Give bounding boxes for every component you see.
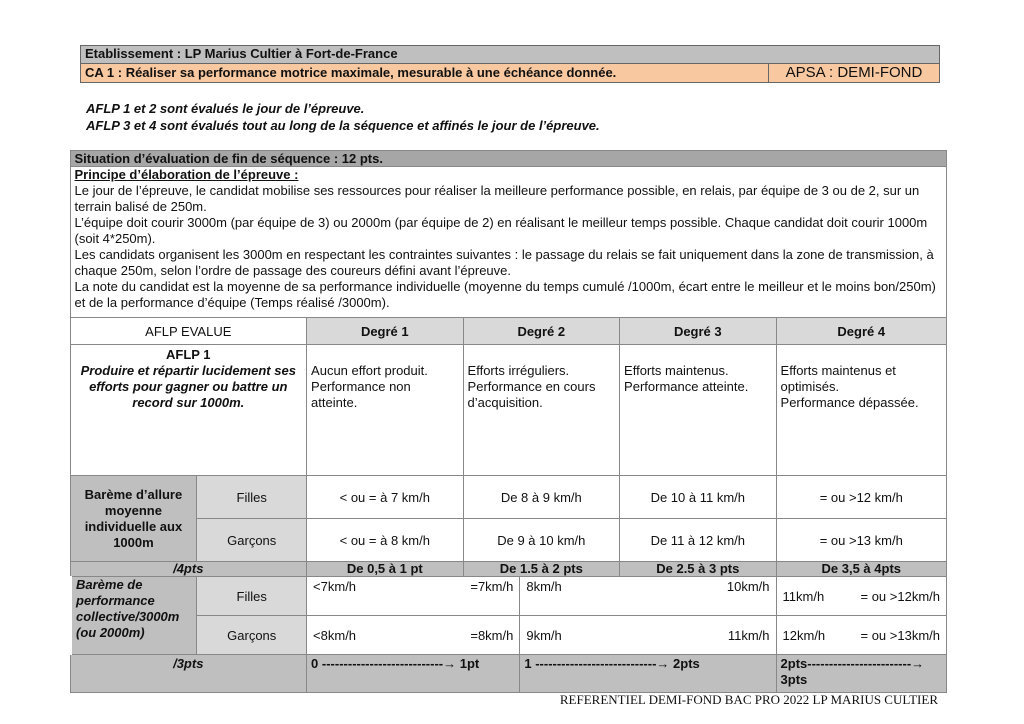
sex-garcons: Garçons [197, 616, 307, 655]
individual-points: De 1.5 à 2 pts [463, 562, 620, 577]
collective-range [307, 616, 520, 655]
sex-garcons: Garçons [197, 519, 307, 562]
collective-points: 2pts------------------------→ 3pts [776, 655, 946, 693]
degree-text-line: Performance non [311, 379, 411, 394]
range-high: = ou >12km/h [860, 589, 940, 604]
individual-value: < ou = à 7 km/h [307, 476, 464, 519]
sex-filles: Filles [197, 577, 307, 616]
degree-2-text [463, 345, 620, 476]
etablissement: Etablissement : LP Marius Cultier à Fort-de-France [81, 46, 939, 64]
individual-value: = ou >13 km/h [776, 519, 946, 562]
degree-text-line: Performance dépassée. [780, 395, 919, 410]
range-low: 12km/h [782, 628, 826, 643]
collective-points: 1 ----------------------------→ 2pts [520, 655, 776, 693]
ca-row [81, 64, 939, 82]
range-high: = ou >13km/h [860, 628, 940, 643]
individual-value: De 8 à 9 km/h [463, 476, 620, 519]
aflp1-description: Produire et répartir lucidement ses efforts pour gagner ou battre un record sur 1000m. [80, 363, 296, 410]
principle-paragraph: Le jour de l’épreuve, le candidat mobilise ses ressources pour réaliser la meilleure performance possible, en relais, par équipe de 3 ou de 2, sur un terrain balisé de 250m. [74, 183, 920, 214]
principle-block [70, 167, 947, 318]
individual-scale-label: Barème d’allure moyenne individuelle aux 1000m [70, 476, 197, 562]
situation-title: Situation d’évaluation de fin de séquence : 12 pts. [70, 151, 947, 167]
degree-text-line: Efforts maintenus et [780, 363, 896, 378]
degree-text-line: Efforts irréguliers. [467, 363, 570, 378]
aflp-header: AFLP EVALUE [70, 318, 307, 345]
degree-text-line: Performance en cours [467, 379, 596, 394]
collective-points-label: /3pts [70, 655, 307, 693]
intro-notes [86, 100, 600, 134]
apsa-label: APSA : DEMI-FOND [785, 64, 923, 81]
degree-text-line: Efforts maintenus. [624, 363, 729, 378]
collective-range [776, 577, 946, 616]
collective-scale-label: Barème de performance collective/3000m (ou 2000m) [70, 577, 197, 655]
individual-points: De 3,5 à 4pts [776, 562, 946, 577]
individual-value: < ou = à 8 km/h [307, 519, 464, 562]
individual-points: De 0,5 à 1 pt [307, 562, 464, 577]
collective-range [776, 616, 946, 655]
range-low: <8km/h [313, 628, 357, 643]
individual-value: De 9 à 10 km/h [463, 519, 620, 562]
range-high: =8km/h [470, 628, 514, 643]
degree-text-line: Performance atteinte. [624, 379, 749, 394]
individual-value: De 11 à 12 km/h [620, 519, 776, 562]
principle-paragraph: La note du candidat est la moyenne de sa performance individuelle (moyenne du temps cumulé /1000m, écart entre le meilleur et le moins bon/250m) et de la performance d’équipe (Temps réalisé /3000m). [74, 279, 936, 310]
individual-value: De 10 à 11 km/h [620, 476, 776, 519]
individual-value: = ou >12 km/h [776, 476, 946, 519]
degree-text-line: d’acquisition. [467, 395, 543, 410]
degree-text-line: Aucun effort produit. [311, 363, 428, 378]
individual-points: De 2.5 à 3 pts [620, 562, 776, 577]
degree-4-text [776, 345, 946, 476]
collective-range [307, 577, 520, 616]
aflp1-title: AFLP 1 [165, 347, 211, 362]
range-high: 10km/h [726, 579, 770, 594]
range-high: 11km/h [727, 628, 770, 643]
collective-range [520, 577, 776, 616]
degree-text-line: atteinte. [311, 395, 358, 410]
range-low: 8km/h [526, 579, 562, 594]
intro-line-1: AFLP 1 et 2 sont évalués le jour de l’épreuve. [86, 101, 365, 116]
principle-paragraph: L’équipe doit courir 3000m (par équipe de 3) ou 2000m (par équipe de 2) en réalisant le meilleur temps possible. Chaque candidat doit courir 1000m (soit 4*250m). [74, 215, 928, 246]
range-high: =7km/h [470, 579, 514, 594]
degree-3-header: Degré 3 [620, 318, 776, 345]
range-low: 9km/h [526, 628, 562, 643]
degree-3-text [620, 345, 776, 476]
individual-points-label: /4pts [70, 562, 307, 577]
ca-text: CA 1 : Réaliser sa performance motrice maximale, mesurable à une échéance donnée. [81, 64, 769, 82]
collective-range [520, 616, 776, 655]
aflp1-cell [70, 345, 307, 476]
range-low: <7km/h [313, 579, 357, 594]
evaluation-table [68, 150, 947, 693]
principle-paragraph: Les candidats organisent les 3000m en respectant les contraintes suivantes : le passage du relais se fait uniquement dans la zone de transmission, à chaque 250m, selon l’ordre de passage des coureurs défini avant l’épreuve. [74, 247, 934, 278]
footer-reference: REFERENTIEL DEMI-FOND BAC PRO 2022 LP MARIUS CULTIER [559, 692, 938, 707]
principle-title: Principe d’élaboration de l’épreuve : [74, 167, 299, 182]
degree-1-text [307, 345, 464, 476]
degree-2-header: Degré 2 [463, 318, 620, 345]
range-low: 11km/h [782, 589, 825, 604]
header-table [80, 45, 940, 83]
degree-text-line: optimisés. [780, 379, 840, 394]
degree-4-header: Degré 4 [776, 318, 946, 345]
collective-points: 0 ----------------------------→ 1pt [307, 655, 520, 693]
sex-filles: Filles [197, 476, 307, 519]
intro-line-2: AFLP 3 et 4 sont évalués tout au long de la séquence et affinés le jour de l’épreuve. [86, 118, 600, 133]
degree-1-header: Degré 1 [307, 318, 464, 345]
